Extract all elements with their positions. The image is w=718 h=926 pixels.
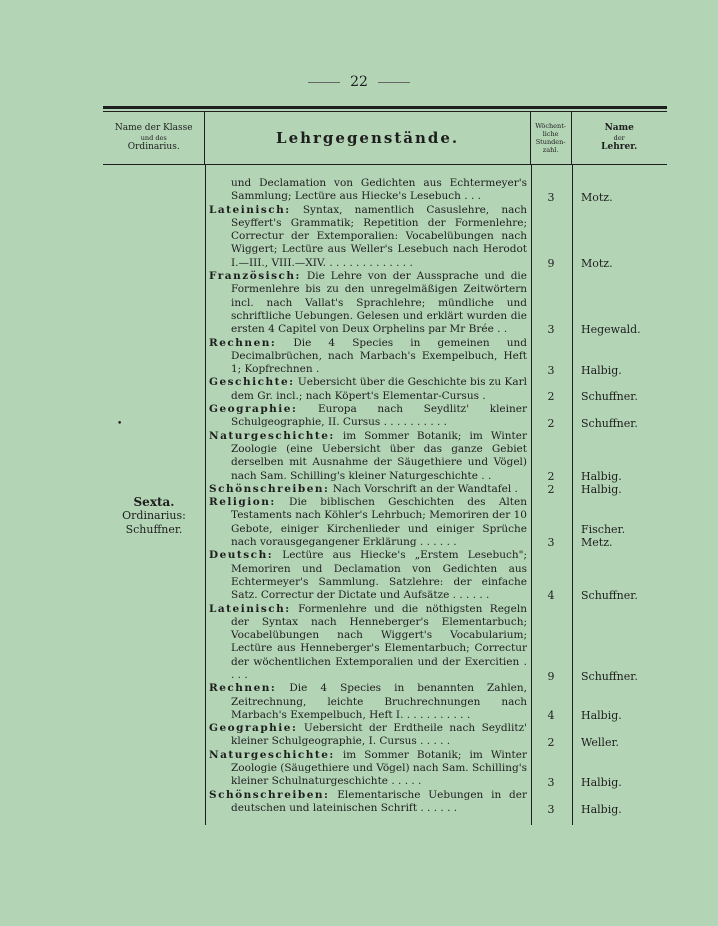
subject-entry	[209, 549, 527, 602]
hours-value: 2	[547, 390, 555, 403]
ordinarius-label: Ordinarius:	[122, 509, 186, 522]
hours-value: 2	[547, 483, 555, 496]
hours-value: 2	[547, 417, 555, 430]
subject-entry	[209, 430, 527, 483]
subject-description: Syntax, namentlich Casuslehre, nach Seyffert's Grammatik; Repetition der Formenlehre; Correctur der Extemporalien: Vocabelübungen nach Wiggert; Lectüre aus Weller's Lesebuch nach Herodot I.—III., VIII.—XIV. . . . . . . . . . . . . .	[231, 203, 528, 269]
table-header	[103, 112, 667, 165]
header-stunden-line1: Wöchent-	[535, 122, 567, 130]
teacher-name: Schuffner.	[581, 390, 638, 403]
subject-name: Naturgeschichte:	[209, 429, 335, 442]
subject-entry	[209, 177, 527, 204]
header-stunden-line4: zahl.	[542, 146, 559, 154]
margin-mark: •	[117, 419, 123, 429]
hours-value: 3	[547, 191, 555, 204]
hours-value: 3	[547, 364, 555, 377]
subjects-column	[209, 177, 527, 815]
teacher-name: Halbig.	[581, 470, 622, 483]
hours-value: 9	[547, 257, 555, 270]
subject-entry	[209, 682, 527, 722]
header-klasse-line1: Name der Klasse	[114, 123, 193, 133]
subject-description: Die biblischen Geschichten des Alten Testaments nach Köhler's Lehrbuch; Memoriren der 10 Gebote, einiger Kirchenlieder und einiger Sprüche nach vorausgegangener Erklärung . . . . . .	[231, 496, 527, 549]
header-lehrer-line2: der	[613, 134, 625, 142]
header-klasse	[103, 112, 205, 164]
subject-name: Schönschreiben:	[209, 788, 330, 801]
subject-description: Formenlehre und die nöthigsten Regeln der Syntax nach Henneberger's Elementarbuch; Vocabelübungen nach Wiggert's Vocabularium; Lectüre aus Henneberger's Elementarbuch; Correctur der wöchentlichen Extemporalien und der Exercitien . . . .	[231, 602, 527, 681]
teacher-name: Hegewald.	[581, 323, 641, 336]
subject-description: Europa nach Seydlitz' kleiner Schulgeographie, II. Cursus . . . . . . . . . .	[231, 403, 527, 429]
teacher-name: Motz.	[581, 257, 613, 270]
header-lehrer-line3: Lehrer.	[601, 142, 638, 152]
subject-description: Uebersicht der Erdtheile nach Seydlitz' kleiner Schulgeographie, I. Cursus . . . . .	[231, 722, 528, 748]
subject-entry	[209, 749, 527, 789]
teacher-name: Halbig.	[581, 709, 622, 722]
subject-name: Rechnen:	[209, 336, 277, 349]
subject-description: Die 4 Species in gemeinen und Decimalbrüchen, nach Marbach's Exempelbuch, Heft 1; Kopfrechnen .	[231, 336, 527, 376]
column-divider	[572, 165, 573, 825]
subject-entry	[209, 204, 527, 270]
header-lehrgegenstaende-label: Lehrgegenstände.	[276, 129, 460, 147]
subject-name: Rechnen:	[209, 682, 277, 695]
hours-value: 3	[547, 776, 555, 789]
subject-description: Die 4 Species in benannten Zahlen, Zeitrechnung, leichte Bruchrechnungen nach Marbach's Exempelbuch, Heft I. . . . . . . . . . .	[231, 682, 528, 721]
page-number: 22	[0, 74, 718, 90]
header-lehrer-line1: Name	[604, 123, 634, 133]
curriculum-table	[103, 106, 667, 825]
subject-name: Lateinisch:	[209, 203, 291, 216]
subject-entry	[209, 722, 527, 749]
teacher-name: Halbig.	[581, 803, 622, 816]
subject-description: Elementarische Uebungen in der deutschen und lateinischen Schrift . . . . . .	[231, 788, 527, 814]
subject-name: Geographie:	[209, 403, 298, 416]
hours-value: 3	[547, 536, 555, 549]
subject-name: Lateinisch:	[209, 602, 291, 615]
subject-name: Naturgeschichte:	[209, 748, 335, 761]
hours-value: 9	[547, 670, 555, 683]
teacher-name: Schuffner.	[581, 670, 638, 683]
teacher-name: Schuffner.	[581, 417, 638, 430]
subject-entry	[209, 789, 527, 816]
subject-description: im Sommer Botanik; im Winter Zoologie (Säugethiere und Vögel) nach Sam. Schilling's kleiner Schulnaturgeschichte . . . . .	[231, 748, 527, 788]
teacher-name: Schuffner.	[581, 589, 638, 602]
table-top-rule	[103, 106, 667, 109]
subject-name: Französisch:	[209, 270, 301, 283]
header-stunden-line2: liche	[542, 130, 559, 138]
teacher-name: Weller.	[581, 736, 620, 749]
teacher-name: Motz.	[581, 191, 613, 204]
subject-name: Geographie:	[209, 722, 298, 735]
subject-entry	[209, 603, 527, 683]
hours-value: 2	[547, 470, 555, 483]
subject-entry	[209, 403, 527, 430]
header-lehrgegenstaende	[205, 112, 530, 164]
teacher-name: Halbig.	[581, 364, 622, 377]
subject-description: Die Lehre von der Aussprache und die Formenlehre bis zu den unregelmäßigen Zeitwörtern incl. nach Vallat's Sprachlehre; mündliche und schriftliche Uebungen. Gelesen und erklärt wurden die ersten 4 Capitel von Deux Orphelins par Mr Brée . .	[231, 270, 527, 336]
subject-name: Religion:	[209, 496, 276, 509]
subject-description: im Sommer Botanik; im Winter Zoologie (eine Uebersicht über das ganze Gebiet derselben mit Ausnahme der Säugethiere und Vögel) nach Sam. Schilling's kleiner Naturgeschichte . .	[231, 429, 527, 482]
hours-value: 2	[547, 736, 555, 749]
subject-entry	[209, 337, 527, 377]
subject-name: Deutsch:	[209, 549, 274, 562]
hours-value: 3	[547, 803, 555, 816]
teacher-name: Halbig.	[581, 776, 622, 789]
subject-entry	[209, 483, 527, 496]
subject-entry	[209, 270, 527, 336]
header-stunden	[531, 112, 572, 164]
subject-entry	[209, 496, 527, 549]
column-divider	[205, 165, 206, 825]
subject-description: Lectüre aus Hiecke's „Erstem Lesebuch"; Memoriren und Declamation von Gedichten aus Echtermeyer's Sammlung. Satzlehre: der einfache Satz. Correctur der Dictate und Aufsätze . . . . . .	[231, 549, 527, 602]
teacher-name: Halbig.	[581, 483, 622, 496]
subject-description: und Declamation von Gedichten aus Echtermeyer's Sammlung; Lectüre aus Hiecke's Lesebuch . . .	[231, 177, 527, 203]
teacher-name: Fischer.	[581, 523, 626, 536]
table-body	[103, 165, 667, 825]
subject-description: Nach Vorschrift an der Wandtafel .	[332, 482, 518, 495]
header-lehrer	[572, 112, 667, 164]
subject-description: Uebersicht über die Geschichte bis zu Karl dem Gr. incl.; nach Köpert's Elementar-Cursus .	[231, 376, 527, 402]
klasse-cell	[103, 495, 205, 537]
subject-entry	[209, 376, 527, 403]
teacher-name: Metz.	[581, 536, 613, 549]
hours-value: 4	[547, 709, 555, 722]
hours-value: 3	[547, 323, 555, 336]
subject-name: Geschichte:	[209, 376, 295, 389]
header-stunden-line3: Stunden-	[535, 138, 566, 146]
klasse-name: Sexta.	[133, 495, 175, 509]
header-klasse-line3: Ordinarius.	[127, 142, 180, 152]
hours-value: 4	[547, 589, 555, 602]
header-klasse-line2: und des	[140, 134, 167, 142]
subject-name: Schönschreiben:	[209, 482, 330, 495]
ordinarius-name: Schuffner.	[125, 523, 183, 536]
